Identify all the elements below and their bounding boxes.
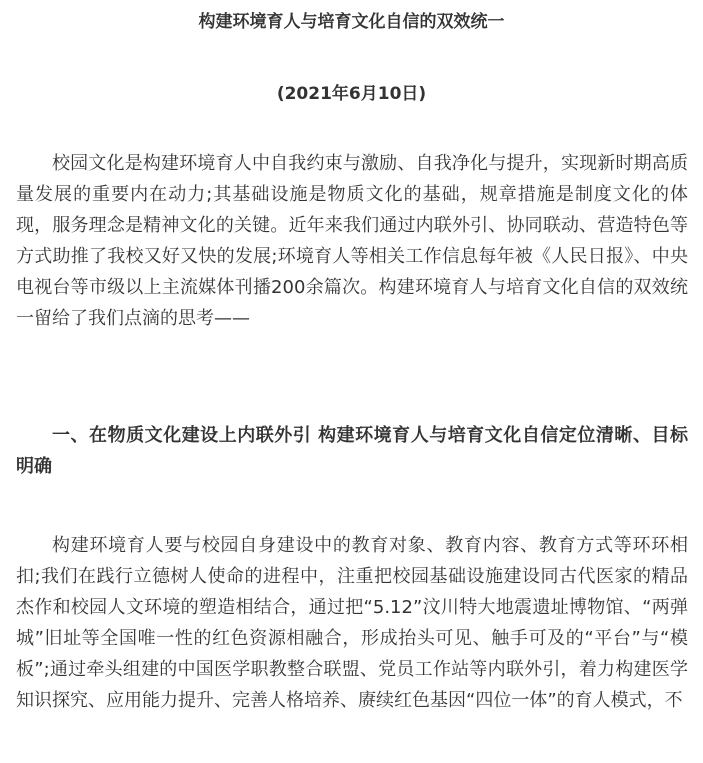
article-title: 构建环境育人与培育文化自信的双效统一 — [198, 12, 505, 32]
article-date: (2021年6月10日) — [276, 84, 427, 104]
paragraph-section-1: 构建环境育人要与校园自身建设中的教育对象、教育内容、教育方式等环环相扣;我们在践行立德树人使命的进程中，注重把校园基础设施建设同古代医家的精品杰作和校园人文环境的塑造相结合，通过把“5.12”汶川特大地震遗址博物馆、“两弹城”旧址等全国唯一性的红色资源相融合，形成抬头可见、触手可及的“平台”与“模板”;通过牵头组建的中国医学职教整合联盟、党员工作站等内联外引，着力构建医学知识探究、应用能力提升、完善人格培养、赓续红色基因“四位一体”的育人模式，不 — [16, 535, 688, 711]
section-heading-1: 一、在物质文化建设上内联外引 构建环境育人与培育文化自信定位清晰、目标明确 — [16, 425, 688, 477]
paragraph-intro: 校园文化是构建环境育人中自我约束与激励、自我净化与提升，实现新时期高质量发展的重要内在动力;其基础设施是物质文化的基础，规章措施是制度文化的体现，服务理念是精神文化的关键。近年来我们通过内联外引、协同联动、营造特色等方式助推了我校又好又快的发展;环境育人等相关工作信息每年被《人民日报》、中央电视台等市级以上主流媒体刊播200余篇次。构建环境育人与培育文化自信的双效统一留给了我们点滴的思考—— — [16, 153, 688, 329]
